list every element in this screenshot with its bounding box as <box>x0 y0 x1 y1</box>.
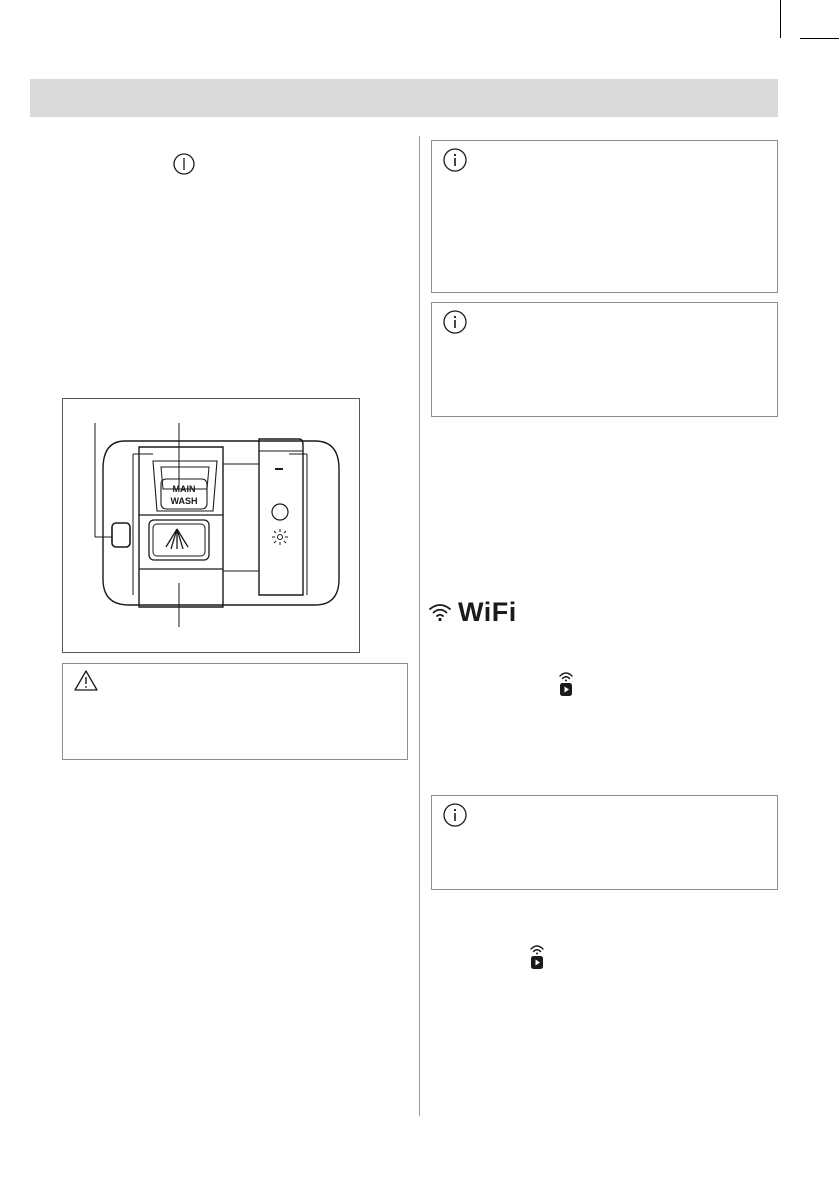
info-box-3 <box>431 795 778 890</box>
remote-start-icon <box>557 670 575 698</box>
info-icon <box>442 147 468 173</box>
info-box-1 <box>431 140 778 293</box>
crop-mark-vertical <box>780 0 781 38</box>
info-icon <box>442 309 468 335</box>
wifi-label: WiFi <box>458 596 517 627</box>
detergent-dispenser-figure <box>62 398 360 653</box>
dispenser-illustration <box>63 399 359 652</box>
warning-icon <box>73 668 99 694</box>
column-divider <box>419 136 420 1116</box>
main-wash-label-line2: WASH <box>170 496 198 506</box>
section-title-bar <box>30 79 778 117</box>
wifi-logo <box>428 597 517 627</box>
info-box-2 <box>431 302 778 417</box>
wifi-icon <box>428 602 452 622</box>
power-icon <box>173 153 195 175</box>
crop-mark-horizontal <box>800 38 839 39</box>
main-wash-label-line1: MAIN <box>172 484 196 494</box>
warning-box <box>62 663 408 760</box>
remote-start-icon <box>528 943 546 971</box>
info-icon <box>442 802 468 828</box>
